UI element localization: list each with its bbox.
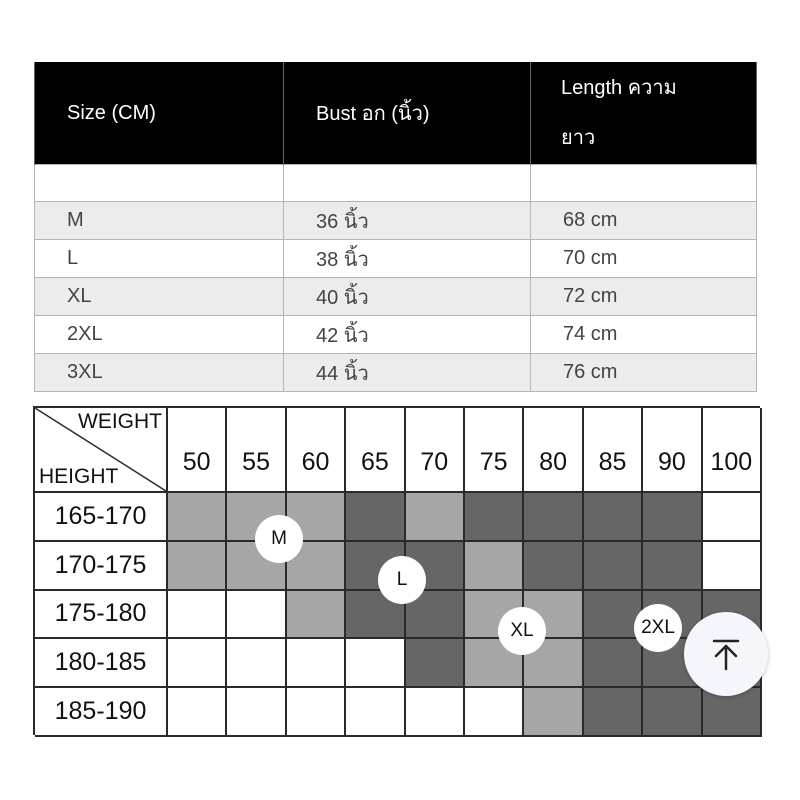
size-badge-xl: XL [498,607,546,655]
chart-cell [227,688,286,737]
size-cell: 3XL [35,354,284,392]
table-row [35,354,757,392]
table-row [35,278,757,316]
size-badge-2xl: 2XL [634,604,682,652]
size-cell: M [35,202,284,240]
table-row [35,202,757,240]
weight-header-60: 60 [287,408,346,493]
bust-cell: 44 นิ้ว [284,354,531,392]
chart-cell [465,542,524,591]
length-cell: 72 cm [531,278,757,316]
arrow-up-to-top-icon [706,634,746,674]
length-cell: 68 cm [531,202,757,240]
chart-cell [703,542,762,591]
chart-cell [168,493,227,542]
chart-cell [346,493,405,542]
length-cell: 76 cm [531,354,757,392]
chart-cell [406,639,465,688]
chart-cell [643,688,702,737]
weight-header-100: 100 [703,408,762,493]
table-row [35,316,757,354]
chart-cell [168,591,227,640]
length-cell: 70 cm [531,240,757,278]
bust-cell: 36 นิ้ว [284,202,531,240]
size-badge-m: M [255,515,303,563]
chart-cell [584,493,643,542]
size-cell: 2XL [35,316,284,354]
table-row [35,240,757,278]
bust-header: Bust อก (นิ้ว) [284,62,531,165]
chart-cell [227,591,286,640]
size-table-header [35,62,757,165]
chart-cell [287,639,346,688]
size-cell: L [35,240,284,278]
height-axis-label: HEIGHT [39,465,119,488]
chart-cell [584,542,643,591]
height-row-label: 180-185 [35,639,168,688]
bust-cell: 42 นิ้ว [284,316,531,354]
chart-cell [465,688,524,737]
length-header-line2: ยาว [561,127,596,149]
size-cell: XL [35,278,284,316]
chart-cell [287,591,346,640]
chart-cell [524,542,583,591]
chart-cell [584,639,643,688]
length-header-line1: Length ความ [561,77,677,99]
height-row-label: 170-175 [35,542,168,591]
height-row-label: 175-180 [35,591,168,640]
chart-cell [524,688,583,737]
chart-cell [168,688,227,737]
chart-cell [406,688,465,737]
bust-cell: 38 นิ้ว [284,240,531,278]
chart-cell [287,688,346,737]
chart-cell [465,493,524,542]
chart-cell [346,639,405,688]
chart-cell [406,493,465,542]
chart-cell [524,493,583,542]
height-row-label: 165-170 [35,493,168,542]
height-row-label: 185-190 [35,688,168,737]
weight-header-80: 80 [524,408,583,493]
weight-header-50: 50 [168,408,227,493]
chart-cell [703,493,762,542]
size-table [34,62,757,392]
weight-header-65: 65 [346,408,405,493]
chart-cell [168,639,227,688]
length-header [531,62,757,165]
chart-cell [584,688,643,737]
corner-header [35,408,168,493]
chart-cell [168,542,227,591]
chart-cell [346,688,405,737]
weight-header-75: 75 [465,408,524,493]
chart-cell [643,493,702,542]
size-header: Size (CM) [35,62,284,165]
length-cell: 74 cm [531,316,757,354]
weight-header-85: 85 [584,408,643,493]
size-badge-l: L [378,556,426,604]
weight-header-70: 70 [406,408,465,493]
blank-row [35,165,757,202]
chart-cell [227,639,286,688]
scroll-to-top-button[interactable] [684,612,768,696]
chart-cell [643,542,702,591]
bust-cell: 40 นิ้ว [284,278,531,316]
weight-header-90: 90 [643,408,702,493]
weight-axis-label: WEIGHT [78,410,162,433]
weight-header-55: 55 [227,408,286,493]
